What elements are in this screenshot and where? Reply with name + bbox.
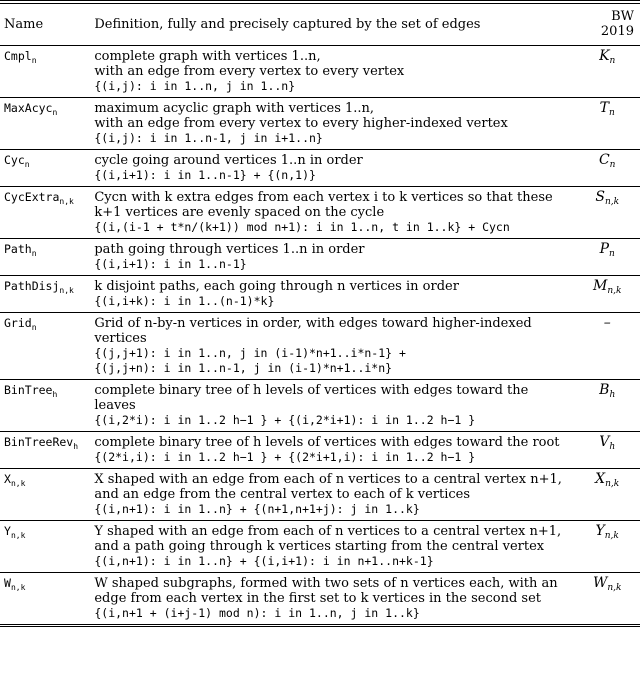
bw-letter: – (603, 315, 611, 331)
graph-definition (90, 380, 574, 432)
graph-name (0, 521, 90, 573)
graph-definition (90, 187, 574, 239)
bw-subscript: n (608, 108, 615, 118)
bw-subscript: n,k (607, 583, 622, 593)
bw2019-symbol (574, 313, 640, 380)
graph-name-subscript: n,k (10, 583, 26, 592)
table-row (0, 150, 640, 187)
graph-description: k disjoint paths, each going through n vertices in order (94, 279, 459, 294)
graph-description: path going through vertices 1..n in order (94, 242, 365, 257)
graph-description: cycle going around vertices 1..n in order (94, 153, 363, 168)
bw-subscript: h (609, 442, 616, 452)
graph-description: Cycn with k extra edges from each vertex i to k vertices so that these k+1 vertices are evenly spaced on the cycle (94, 190, 553, 220)
table-row (0, 187, 640, 239)
bw-letter: C (598, 152, 610, 168)
edge-set-expression: {(i,2*i): i in 1..2 h−1 } + {(i,2*i+1): i in 1..2 h−1 } (94, 413, 476, 427)
edge-set-expression: {(i,j): i in 1..n-1, j in i+1..n} (94, 131, 323, 145)
graph-name (0, 46, 90, 98)
graph-name (0, 380, 90, 432)
graph-name-text: MaxAcyc (4, 101, 53, 115)
graph-name-subscript: n,k (59, 286, 74, 295)
table-body (0, 46, 640, 626)
bw2019-symbol (574, 469, 640, 521)
edge-set-expression: {(i,j): i in 1..n, j in 1..n} (94, 79, 296, 93)
table-row (0, 380, 640, 432)
graph-description: W shaped subgraphs, formed with two sets of n vertices each, with an edge from each vertex in the first set to k vertices in the second set (94, 576, 558, 606)
graph-definition (90, 150, 574, 187)
edge-set-expression: {(i,(i-1 + t*n/(k+1)) mod n+1): i in 1..n, t in 1..k} + Cycn (94, 220, 510, 234)
graph-name-text: X (4, 472, 11, 486)
graph-definition (90, 469, 574, 521)
graph-definition (90, 98, 574, 150)
bw2019-symbol (574, 187, 640, 239)
bw2019-symbol (574, 98, 640, 150)
bw-letter: W (592, 575, 608, 591)
bw-letter: M (592, 278, 608, 294)
graph-definition (90, 521, 574, 573)
graph-name-subscript: n (24, 160, 30, 169)
graph-name-text: BinTreeRev (4, 435, 74, 449)
graph-name-text: PathDisj (4, 279, 60, 293)
bw-subscript: n (609, 249, 615, 259)
graph-definition (90, 432, 574, 469)
table-row (0, 432, 640, 469)
bw-subscript: n (609, 56, 616, 66)
graph-name-subscript: h (52, 390, 58, 399)
graph-description: Y shaped with an edge from each of n vertices to a central vertex n+1, and a path going through k vertices starting from the central vertex (94, 524, 562, 554)
graph-name-subscript: n (52, 108, 58, 117)
bw-letter: Y (595, 523, 605, 539)
edge-set-expression: {(i,i+1): i in 1..n-1} + {(n,1)} (94, 168, 316, 182)
edge-set-expression: {(i,i+k): i in 1..(n-1)*k} (94, 294, 275, 308)
bw2019-symbol (574, 150, 640, 187)
edge-set-expression: {(i,i+1): i in 1..n-1} (94, 257, 247, 271)
bw-subscript: n,k (605, 479, 620, 489)
table-row (0, 46, 640, 98)
graph-name-text: Cmpl (4, 49, 32, 63)
table-row (0, 98, 640, 150)
graph-name-text: W (4, 576, 11, 590)
graph-name-text: Path (4, 242, 32, 256)
graph-name-text: BinTree (4, 383, 53, 397)
bw2019-symbol (574, 573, 640, 626)
graph-name (0, 573, 90, 626)
graph-name-text: Grid (4, 316, 32, 330)
edge-set-expression: {(i,n+1): i in 1..n} + {(n+1,n+1+j): j in 1..k} (94, 502, 420, 516)
graph-definition (90, 46, 574, 98)
header-bw: BW 2019 (574, 4, 640, 46)
graph-name-subscript: n (31, 323, 37, 332)
bw2019-symbol (574, 432, 640, 469)
table-header-row (0, 4, 640, 46)
graph-name (0, 469, 90, 521)
bw-letter: X (595, 471, 606, 487)
edge-set-expression: {(i,n+1 + (i+j-1) mod n): i in 1..n, j in 1..k} (94, 606, 420, 620)
graph-description: X shaped with an edge from each of n vertices to a central vertex n+1, and an edge from the central vertex to each of k vertices (94, 472, 562, 502)
graph-definition (90, 239, 574, 276)
graph-name (0, 313, 90, 380)
graph-name-subscript: h (73, 442, 79, 451)
bw-letter: B (599, 382, 610, 398)
graph-name-text: Y (4, 524, 11, 538)
header-definition: Definition, fully and precisely captured by the set of edges (90, 4, 574, 46)
graph-name-subscript: n,k (59, 197, 74, 206)
bw-letter: V (599, 434, 610, 450)
graph-name-text: Cyc (4, 153, 25, 167)
graph-name (0, 98, 90, 150)
table-row (0, 276, 640, 313)
graph-description: complete binary tree of h levels of vertices with edges toward the root (94, 435, 560, 450)
graph-definition (90, 276, 574, 313)
graph-definition (90, 573, 574, 626)
graph-description: complete graph with vertices 1..n, with an edge from every vertex to every vertex (94, 49, 405, 79)
graph-name (0, 432, 90, 469)
table-row (0, 239, 640, 276)
edge-set-expression: {(i,n+1): i in 1..n} + {(i,i+1): i in n+1..n+k-1} (94, 554, 434, 568)
bw2019-symbol (574, 46, 640, 98)
table-row (0, 313, 640, 380)
bw-subscript: n,k (604, 197, 620, 207)
graph-name-subscript: n (31, 56, 37, 65)
bw-subscript: n,k (607, 286, 622, 296)
bw2019-symbol (574, 380, 640, 432)
edge-set-expression: {(j,j+1): i in 1..n, j in (i-1)*n+1..i*n-1} + {(j,j+n): i in 1..n-1, j in (i-1)*n+1..i*n} (94, 346, 406, 375)
graph-definition (90, 313, 574, 380)
graph-name (0, 150, 90, 187)
bw-letter: K (599, 48, 610, 64)
bw-subscript: n (609, 160, 616, 170)
bw-subscript: h (609, 390, 616, 400)
bw-letter: T (599, 100, 609, 116)
graph-name (0, 239, 90, 276)
graph-description: maximum acyclic graph with vertices 1..n, with an edge from every vertex to every higher-indexed vertex (94, 101, 508, 131)
table-row (0, 469, 640, 521)
graph-name (0, 187, 90, 239)
graph-description: Grid of n-by-n vertices in order, with edges toward higher-indexed vertices (94, 316, 532, 346)
graph-name-subscript: n (31, 249, 37, 258)
bw2019-symbol (574, 239, 640, 276)
header-name: Name (0, 4, 90, 46)
bw-letter: S (595, 189, 605, 205)
graph-name-text: CycExtra (4, 190, 60, 204)
bw2019-symbol (574, 521, 640, 573)
graph-description: complete binary tree of h levels of vertices with edges toward the leaves (94, 383, 529, 413)
edge-set-expression: {(2*i,i): i in 1..2 h−1 } + {(2*i+1,i): i in 1..2 h−1 } (94, 450, 476, 464)
graph-name-subscript: n,k (10, 531, 26, 540)
bw-letter: P (599, 241, 610, 257)
table-row (0, 521, 640, 573)
bw-subscript: n,k (604, 531, 619, 541)
bw2019-symbol (574, 276, 640, 313)
table-row (0, 573, 640, 626)
graph-name (0, 276, 90, 313)
graph-name-subscript: n,k (10, 479, 26, 488)
